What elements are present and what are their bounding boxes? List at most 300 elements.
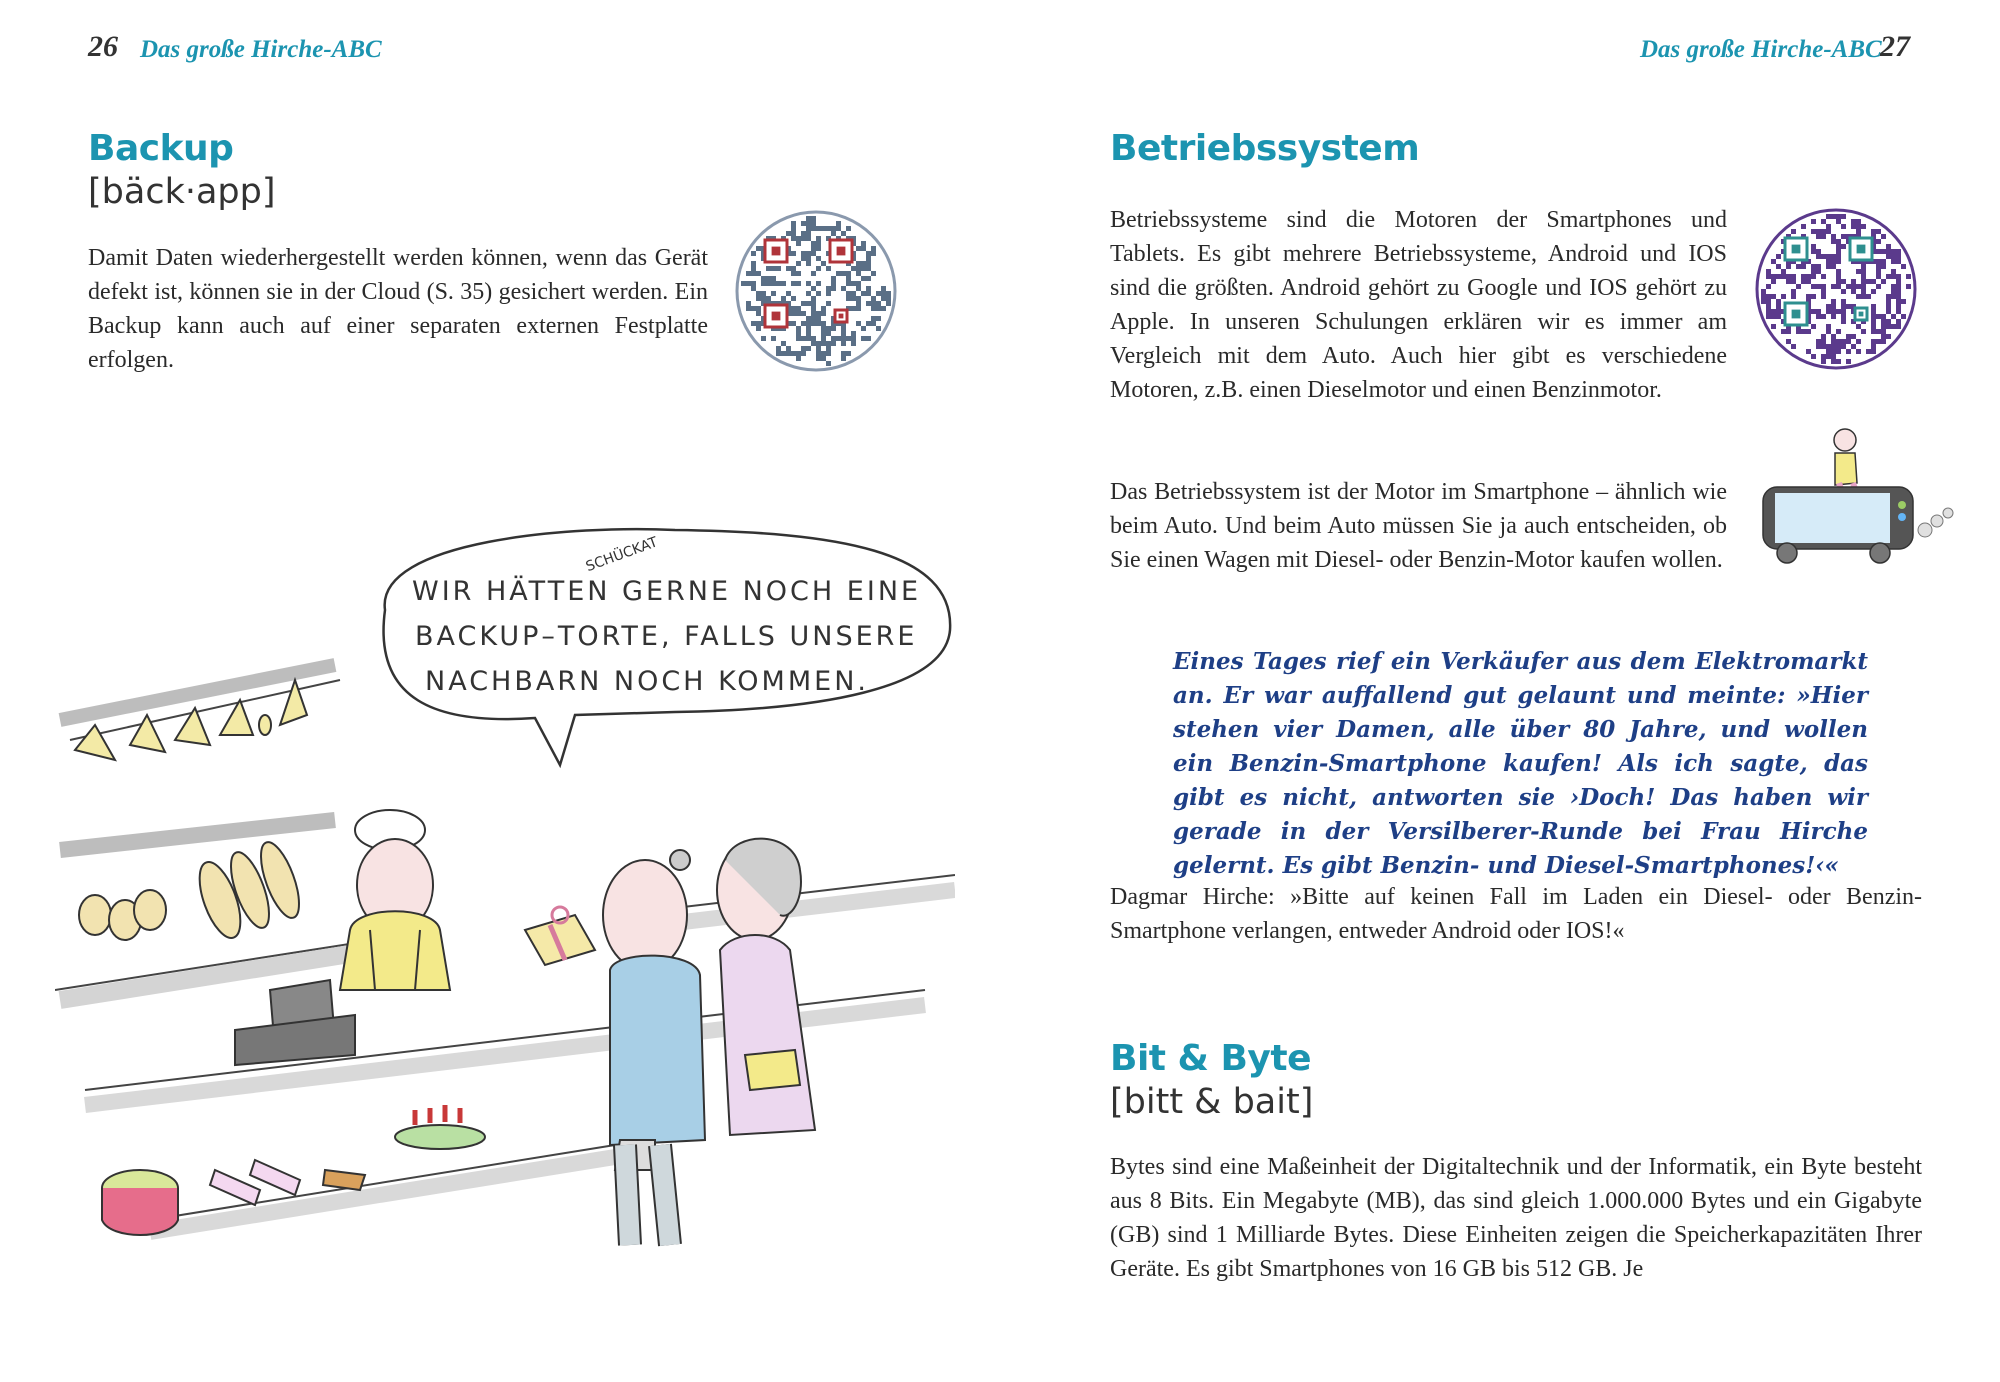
qr-module: [1841, 344, 1846, 349]
qr-module: [791, 321, 796, 326]
qr-module: [1836, 249, 1841, 254]
qr-module: [791, 296, 796, 301]
qr-module: [841, 356, 846, 361]
qr-module: [1821, 359, 1826, 364]
qr-module: [1811, 354, 1816, 359]
qr-module: [1826, 229, 1831, 234]
qr-module: [1786, 279, 1791, 284]
qr-module: [741, 281, 746, 286]
qr-module: [1766, 299, 1771, 304]
qr-module: [1861, 264, 1866, 269]
qr-module: [1851, 284, 1856, 289]
qr-module: [756, 291, 761, 296]
qr-module: [1821, 344, 1826, 349]
qr-module: [871, 301, 876, 306]
qr-module: [831, 281, 836, 286]
cartoon-signature: SCHÜCKAT: [583, 534, 660, 576]
qr-module: [816, 311, 821, 316]
qr-module: [806, 226, 811, 231]
qr-finder-center: [772, 312, 781, 321]
qr-module: [1831, 259, 1836, 264]
qr-module: [851, 336, 856, 341]
qr-module: [866, 291, 871, 296]
qr-module: [1871, 324, 1876, 329]
qr-module: [1801, 264, 1806, 269]
qr-module: [1811, 269, 1816, 274]
qr-module: [1776, 314, 1781, 319]
qr-module: [1761, 289, 1766, 294]
qr-module: [806, 331, 811, 336]
qr-module: [781, 341, 786, 346]
qr-module: [1786, 274, 1791, 279]
qr-module: [786, 266, 791, 271]
qr-module: [751, 321, 756, 326]
qr-module: [751, 281, 756, 286]
qr-module: [1816, 264, 1821, 269]
qr-module: [791, 266, 796, 271]
qr-module: [846, 271, 851, 276]
qr-module: [806, 236, 811, 241]
qr-module: [1896, 284, 1901, 289]
qr-module: [1851, 334, 1856, 339]
qr-module: [1801, 279, 1806, 284]
qr-module: [1876, 264, 1881, 269]
qr-module: [1851, 289, 1856, 294]
betriebssystem-qr-code[interactable]: [1755, 208, 1917, 370]
qr-module: [1886, 254, 1891, 259]
qr-module: [846, 351, 851, 356]
qr-module: [796, 331, 801, 336]
qr-module: [1896, 299, 1901, 304]
qr-module: [816, 321, 821, 326]
qr-module: [1856, 219, 1861, 224]
qr-module: [1791, 274, 1796, 279]
qr-module: [856, 296, 861, 301]
qr-module: [1776, 274, 1781, 279]
qr-module: [751, 306, 756, 311]
qr-module: [1876, 259, 1881, 264]
qr-module: [836, 221, 841, 226]
qr-module: [796, 351, 801, 356]
qr-module: [856, 321, 861, 326]
qr-module: [806, 231, 811, 236]
qr-module: [1781, 329, 1786, 334]
backup-heading: Backup: [88, 128, 234, 169]
qr-module: [1871, 314, 1876, 319]
qr-module: [1826, 304, 1831, 309]
qr-module: [1881, 259, 1886, 264]
qr-module: [1831, 234, 1836, 239]
qr-module: [1816, 344, 1821, 349]
qr-module: [1856, 324, 1861, 329]
qr-module: [851, 341, 856, 346]
qr-module: [766, 281, 771, 286]
qr-module: [811, 341, 816, 346]
qr-module: [856, 266, 861, 271]
quote-colon: :: [1268, 884, 1275, 910]
qr-module: [856, 306, 861, 311]
qr-module: [1841, 214, 1846, 219]
qr-module: [816, 316, 821, 321]
qr-module: [786, 346, 791, 351]
qr-finder-center: [1859, 312, 1864, 317]
qr-module: [831, 336, 836, 341]
qr-finder-center: [839, 314, 844, 319]
qr-module: [1771, 259, 1776, 264]
qr-module: [776, 351, 781, 356]
qr-module: [1826, 324, 1831, 329]
qr-module: [831, 276, 836, 281]
qr-module: [801, 311, 806, 316]
qr-module: [831, 286, 836, 291]
qr-module: [1896, 304, 1901, 309]
qr-module: [1836, 254, 1841, 259]
qr-module: [1816, 314, 1821, 319]
qr-module: [1836, 344, 1841, 349]
qr-module: [801, 231, 806, 236]
qr-module: [786, 231, 791, 236]
qr-module: [1811, 249, 1816, 254]
qr-module: [1801, 274, 1806, 279]
qr-module: [1896, 319, 1901, 324]
qr-module: [791, 231, 796, 236]
qr-module: [791, 236, 796, 241]
qr-module: [846, 336, 851, 341]
qr-module: [1846, 334, 1851, 339]
qr-module: [1881, 334, 1886, 339]
qr-module: [1816, 269, 1821, 274]
qr-module: [771, 336, 776, 341]
qr-module: [806, 281, 811, 286]
qr-module: [1896, 259, 1901, 264]
speech-line-3: NACHBARN NOCH KOMMEN.: [425, 666, 869, 697]
qr-module: [816, 291, 821, 296]
qr-module: [806, 336, 811, 341]
qr-module: [1836, 269, 1841, 274]
qr-module: [841, 231, 846, 236]
qr-module: [1886, 249, 1891, 254]
qr-module: [771, 281, 776, 286]
qr-module: [821, 351, 826, 356]
qr-module: [881, 306, 886, 311]
qr-module: [871, 316, 876, 321]
qr-module: [796, 241, 801, 246]
qr-module: [841, 271, 846, 276]
qr-module: [1831, 299, 1836, 304]
betriebssystem-paragraph-1: Betriebssysteme sind die Motoren der Smartphones und Tablets. Es gibt mehrere Betriebssysteme, Android und IOS sind die größten. Android gehört zu Google und IOS gehört zu Apple. In unseren Schulungen erklären wir es immer am Vergleich mit dem Auto. Auch hier gibt es verschiedene Motoren, z.B. einen Dieselmotor und einen Benzinmotor.: [1110, 207, 1727, 403]
qr-module: [821, 341, 826, 346]
qr-module: [1886, 244, 1891, 249]
qr-module: [821, 321, 826, 326]
qr-module: [831, 226, 836, 231]
qr-module: [801, 251, 806, 256]
qr-module: [761, 276, 766, 281]
qr-module: [826, 266, 831, 271]
qr-module: [851, 291, 856, 296]
bit-byte-text: Bytes sind eine Maßeinheit der Digitaltechnik und der Informatik, ein Byte besteht aus 8 Bits. Ein Megabyte (MB), das sind gleich 1.000.000 Bytes und ein Gigabyte (GB) sind 1 Milliarde Bytes. Diese Einheiten zeigen die Speicherkapazitäten Ihrer Geräte. Es gibt Smartphones von 16 GB bis 512 GB. Je: [1110, 1154, 1922, 1282]
qr-module: [1836, 309, 1841, 314]
qr-module: [1776, 299, 1781, 304]
qr-module: [831, 326, 836, 331]
qr-module: [1881, 339, 1886, 344]
qr-module: [816, 236, 821, 241]
qr-module: [1821, 229, 1826, 234]
qr-module: [1836, 329, 1841, 334]
qr-module: [1826, 264, 1831, 269]
qr-module: [846, 291, 851, 296]
qr-module: [1896, 324, 1901, 329]
qr-module: [746, 281, 751, 286]
qr-module: [1826, 349, 1831, 354]
qr-module: [1871, 329, 1876, 334]
qr-module: [1891, 254, 1896, 259]
qr-module: [1856, 339, 1861, 344]
qr-module: [766, 266, 771, 271]
qr-module: [1821, 314, 1826, 319]
qr-module: [1856, 224, 1861, 229]
qr-module: [1826, 329, 1831, 334]
qr-module: [1896, 249, 1901, 254]
qr-module: [1841, 224, 1846, 229]
qr-module: [1841, 244, 1846, 249]
qr-module: [776, 266, 781, 271]
qr-module: [1811, 229, 1816, 234]
qr-module: [1881, 324, 1886, 329]
qr-module: [796, 271, 801, 276]
dagmar-quote: [1110, 880, 1922, 948]
qr-module: [801, 221, 806, 226]
qr-module: [771, 276, 776, 281]
qr-module: [876, 291, 881, 296]
qr-module: [1821, 339, 1826, 344]
qr-module: [1786, 329, 1791, 334]
qr-module: [1891, 314, 1896, 319]
qr-module: [871, 246, 876, 251]
qr-module: [806, 326, 811, 331]
qr-finder-center: [837, 247, 846, 256]
qr-module: [1841, 314, 1846, 319]
qr-module: [796, 281, 801, 286]
backup-qr-code[interactable]: [735, 210, 897, 372]
qr-module: [1886, 294, 1891, 299]
qr-module: [1881, 234, 1886, 239]
qr-module: [811, 246, 816, 251]
qr-module: [1896, 274, 1901, 279]
qr-module: [1811, 244, 1816, 249]
qr-module: [1831, 214, 1836, 219]
qr-module: [1821, 254, 1826, 259]
qr-module: [821, 226, 826, 231]
qr-module: [781, 351, 786, 356]
qr-module: [1826, 309, 1831, 314]
qr-module: [1766, 269, 1771, 274]
qr-module: [806, 301, 811, 306]
qr-module: [846, 281, 851, 286]
qr-module: [756, 296, 761, 301]
qr-module: [801, 321, 806, 326]
qr-module: [1906, 274, 1911, 279]
qr-module: [1826, 224, 1831, 229]
qr-module: [1906, 284, 1911, 289]
qr-module: [1771, 274, 1776, 279]
qr-module: [866, 301, 871, 306]
qr-module: [1811, 274, 1816, 279]
qr-module: [811, 271, 816, 276]
qr-module: [1901, 299, 1906, 304]
qr-module: [1881, 319, 1886, 324]
qr-module: [881, 286, 886, 291]
qr-module: [836, 271, 841, 276]
qr-module: [831, 341, 836, 346]
qr-module: [861, 326, 866, 331]
left-page-number: 26: [88, 30, 118, 63]
qr-module: [1856, 294, 1861, 299]
qr-module: [1821, 234, 1826, 239]
qr-module: [816, 241, 821, 246]
right-page-number: 27: [1880, 30, 1910, 63]
qr-module: [1836, 244, 1841, 249]
qr-module: [1806, 349, 1811, 354]
qr-module: [841, 331, 846, 336]
qr-module: [1821, 294, 1826, 299]
qr-module: [1781, 294, 1786, 299]
qr-module: [751, 271, 756, 276]
qr-module: [1776, 264, 1781, 269]
qr-module: [1851, 219, 1856, 224]
qr-module: [761, 291, 766, 296]
qr-module: [756, 246, 761, 251]
qr-module: [1836, 219, 1841, 224]
qr-module: [1796, 329, 1801, 334]
qr-module: [1866, 279, 1871, 284]
qr-module: [826, 361, 831, 366]
qr-module: [811, 241, 816, 246]
qr-module: [861, 246, 866, 251]
qr-module: [1841, 279, 1846, 284]
qr-module: [766, 276, 771, 281]
qr-module: [1876, 284, 1881, 289]
qr-module: [1836, 239, 1841, 244]
qr-module: [846, 226, 851, 231]
qr-module: [811, 301, 816, 306]
betriebssystem-heading: Betriebssystem: [1110, 128, 1420, 169]
qr-module: [1896, 294, 1901, 299]
qr-module: [1791, 279, 1796, 284]
qr-module: [1876, 269, 1881, 274]
qr-module: [1831, 334, 1836, 339]
qr-module: [866, 336, 871, 341]
qr-module: [1761, 299, 1766, 304]
qr-module: [826, 226, 831, 231]
qr-module: [1881, 279, 1886, 284]
qr-module: [811, 286, 816, 291]
qr-module: [851, 296, 856, 301]
qr-module: [811, 336, 816, 341]
qr-module: [806, 346, 811, 351]
qr-module: [811, 296, 816, 301]
qr-module: [841, 326, 846, 331]
qr-module: [806, 216, 811, 221]
qr-module: [821, 306, 826, 311]
qr-module: [1846, 304, 1851, 309]
qr-module: [886, 291, 891, 296]
qr-module: [1876, 229, 1881, 234]
qr-module: [1871, 229, 1876, 234]
qr-module: [886, 296, 891, 301]
qr-module: [1781, 269, 1786, 274]
qr-module: [751, 261, 756, 266]
qr-module: [1856, 349, 1861, 354]
qr-module: [1821, 284, 1826, 289]
qr-module: [856, 271, 861, 276]
qr-module: [1831, 309, 1836, 314]
qr-module: [1771, 314, 1776, 319]
qr-module: [811, 221, 816, 226]
qr-module: [1816, 339, 1821, 344]
qr-module: [826, 291, 831, 296]
qr-module: [821, 331, 826, 336]
qr-module: [866, 256, 871, 261]
qr-module: [1871, 339, 1876, 344]
qr-module: [806, 256, 811, 261]
qr-module: [1811, 309, 1816, 314]
qr-module: [1876, 274, 1881, 279]
qr-module: [811, 316, 816, 321]
qr-module: [816, 256, 821, 261]
qr-module: [1831, 304, 1836, 309]
qr-module: [826, 301, 831, 306]
qr-module: [1846, 359, 1851, 364]
qr-module: [1871, 289, 1876, 294]
qr-module: [746, 306, 751, 311]
qr-module: [881, 296, 886, 301]
qr-module: [1836, 359, 1841, 364]
bakery-cartoon: [55, 520, 955, 1280]
qr-module: [821, 261, 826, 266]
qr-module: [1871, 279, 1876, 284]
qr-finder-center: [1857, 245, 1866, 254]
qr-module: [1826, 354, 1831, 359]
qr-module: [1876, 314, 1881, 319]
qr-module: [1901, 314, 1906, 319]
qr-module: [816, 341, 821, 346]
qr-module: [1831, 239, 1836, 244]
qr-module: [1811, 284, 1816, 289]
qr-module: [1831, 339, 1836, 344]
qr-module: [816, 346, 821, 351]
qr-module: [881, 291, 886, 296]
qr-module: [1861, 289, 1866, 294]
qr-module: [1826, 254, 1831, 259]
qr-module: [1791, 229, 1796, 234]
right-running-title: Das große Hirche-ABC: [1640, 36, 1882, 63]
qr-module: [1901, 264, 1906, 269]
qr-module: [801, 336, 806, 341]
qr-module: [1816, 284, 1821, 289]
qr-module: [1886, 324, 1891, 329]
bit-byte-pronunciation: [bitt & bait]: [1110, 1082, 1314, 1122]
qr-module: [876, 326, 881, 331]
qr-module: [861, 261, 866, 266]
qr-module: [801, 256, 806, 261]
qr-module: [1861, 329, 1866, 334]
qr-module: [1881, 329, 1886, 334]
qr-module: [1831, 284, 1836, 289]
qr-module: [1896, 309, 1901, 314]
qr-module: [1831, 354, 1836, 359]
qr-module: [1826, 259, 1831, 264]
qr-module: [861, 276, 866, 281]
